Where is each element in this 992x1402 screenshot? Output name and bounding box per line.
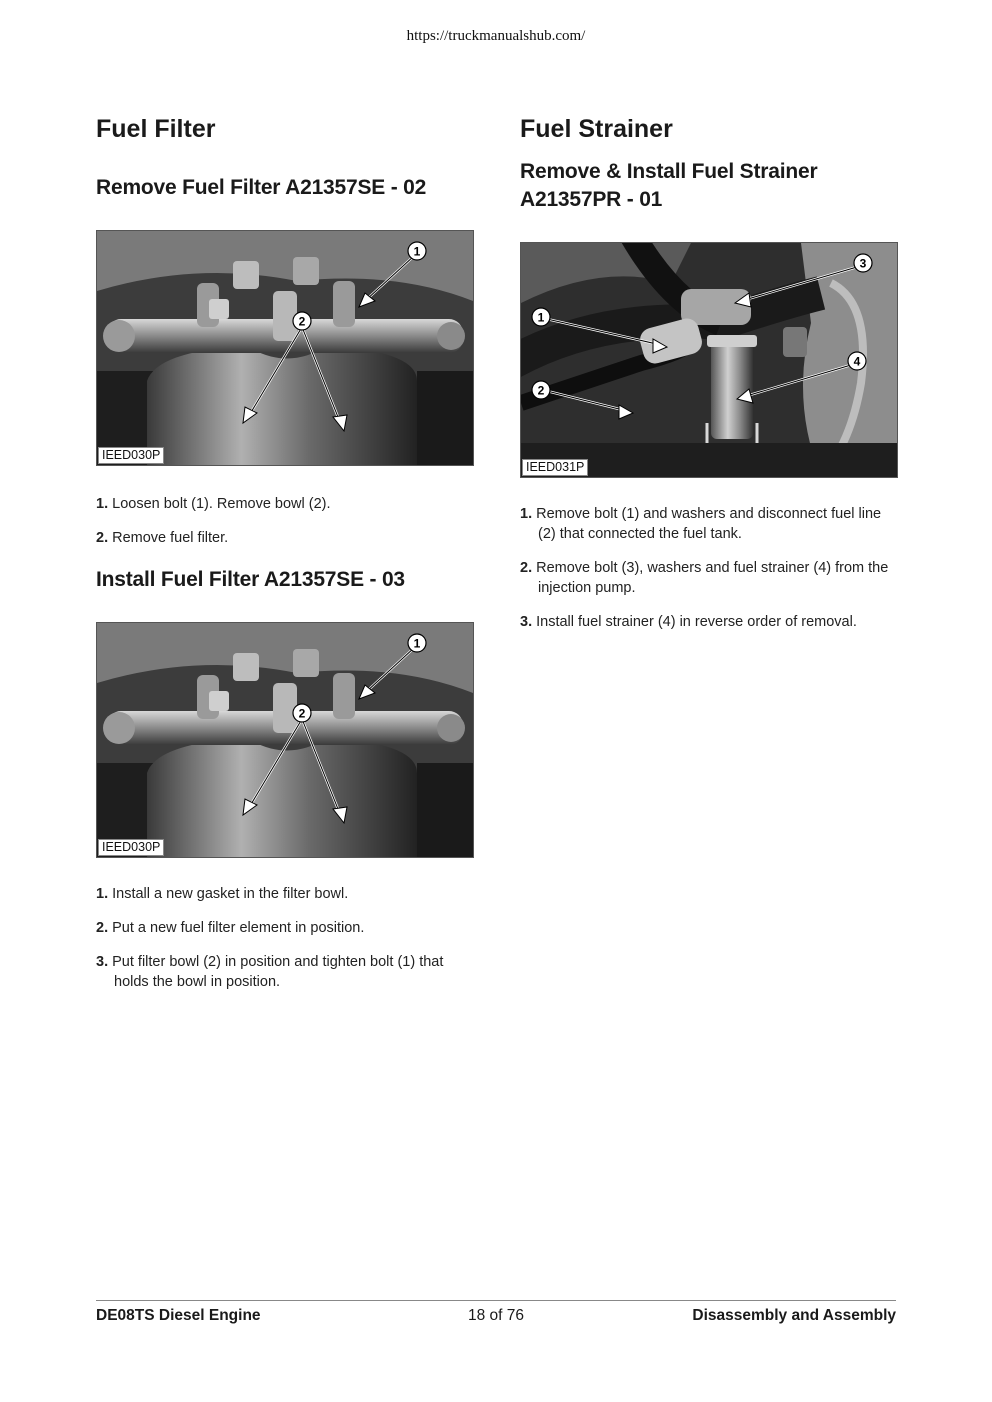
footer-page-number: 18 of 76	[467, 1307, 525, 1324]
photo-code: IEED031P	[522, 459, 588, 476]
step-item: 2. Remove fuel filter.	[96, 530, 229, 546]
step-item: 1. Remove bolt (1) and washers and disconnect fuel line (2) that connected the fuel tank.	[520, 506, 882, 542]
remove-fuel-filter-steps	[96, 494, 476, 548]
photo-code: IEED030P	[98, 447, 164, 464]
fuel-strainer-steps	[520, 504, 900, 632]
source-url[interactable]: https://truckmanualshub.com/	[406, 28, 586, 44]
footer-divider	[96, 1300, 896, 1301]
install-fuel-filter-steps	[96, 884, 476, 992]
callout-2-label: 2	[537, 383, 545, 398]
heading-fuel-strainer-line1: Remove & Install Fuel Strainer	[520, 160, 818, 183]
callout-1-label: 1	[413, 636, 421, 651]
heading-fuel-strainer-line2: A21357PR - 01	[520, 188, 663, 211]
callout-2-label: 2	[298, 314, 306, 329]
step-item: 2. Put a new fuel filter element in position.	[96, 920, 365, 936]
step-item: 1. Install a new gasket in the filter bowl.	[96, 886, 349, 902]
left-column	[96, 112, 476, 1006]
callout-3-label: 3	[859, 256, 867, 271]
photo-install-fuel-filter	[96, 622, 474, 858]
step-item: 2. Remove bolt (3), washers and fuel strainer (4) from the injection pump.	[520, 560, 889, 596]
step-item: 1. Loosen bolt (1). Remove bowl (2).	[96, 496, 331, 512]
heading-install-fuel-filter: Install Fuel Filter A21357SE - 03	[96, 568, 405, 591]
callout-1-label: 1	[413, 244, 421, 259]
callout-2-label: 2	[298, 706, 306, 721]
callout-1-label: 1	[537, 310, 545, 325]
section-title-fuel-filter: Fuel Filter	[96, 115, 216, 143]
photo-fuel-strainer	[520, 242, 898, 478]
step-item: 3. Install fuel strainer (4) in reverse order of removal.	[520, 614, 857, 630]
step-item: 3. Put filter bowl (2) in position and tighten bolt (1) that holds the bowl in position.	[96, 954, 444, 990]
footer-section-name: Disassembly and Assembly	[692, 1307, 896, 1324]
photo-remove-fuel-filter	[96, 230, 474, 466]
right-column	[520, 112, 900, 646]
heading-remove-fuel-filter: Remove Fuel Filter A21357SE - 02	[96, 176, 427, 199]
photo-code: IEED030P	[98, 839, 164, 856]
section-title-fuel-strainer: Fuel Strainer	[520, 115, 673, 143]
callout-4-label: 4	[853, 354, 861, 369]
footer-document-title: DE08TS Diesel Engine	[96, 1307, 261, 1324]
